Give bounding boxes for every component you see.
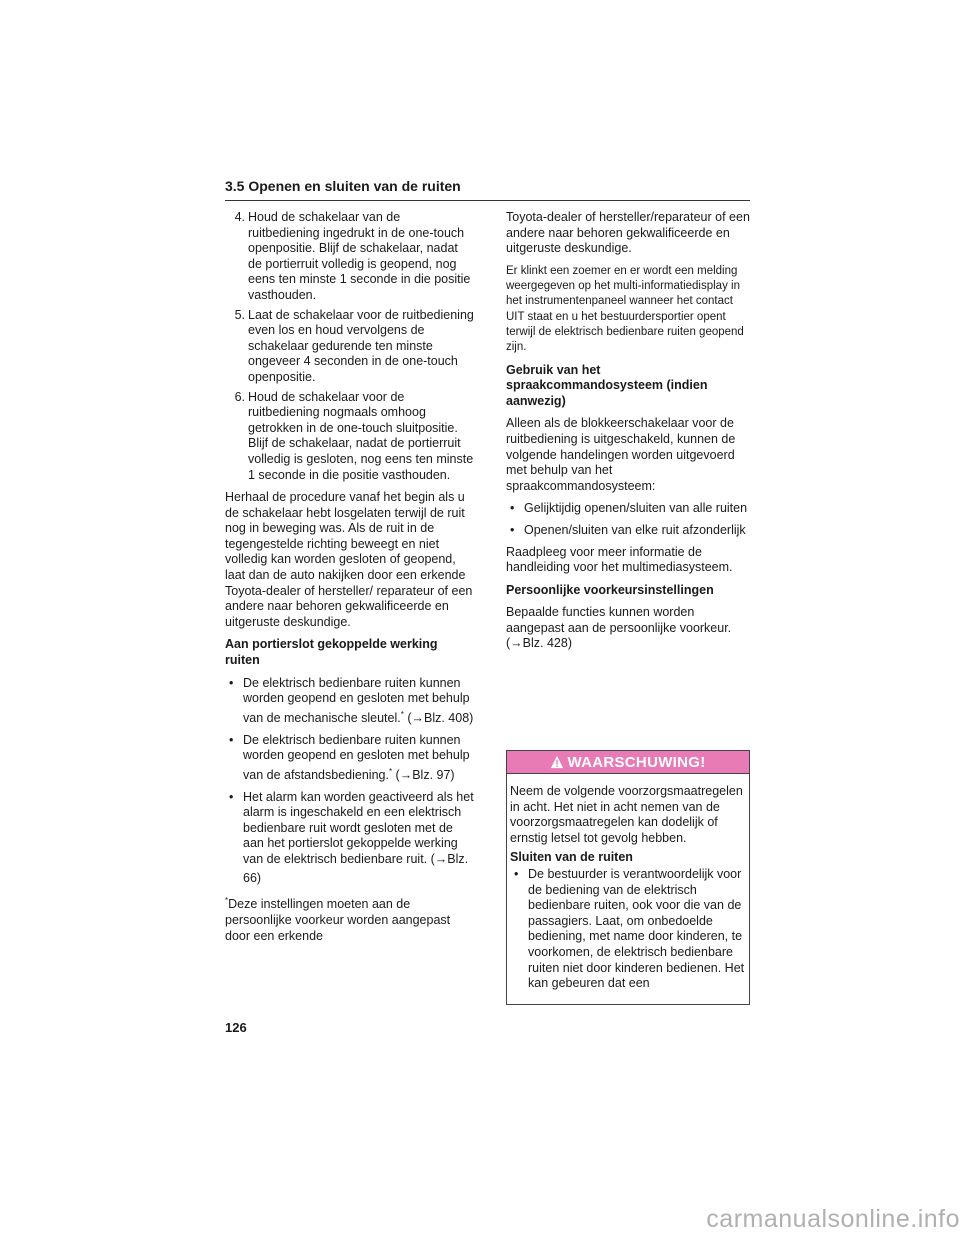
voice-command-heading: Gebruik van het spraakcommandosysteem (indien aanwezig) — [506, 362, 708, 408]
bullet-dot: • — [229, 789, 234, 804]
warning-box — [506, 750, 750, 1005]
watermark: carmanualsonline.info — [706, 1205, 960, 1233]
bullet-dot: • — [229, 732, 234, 747]
step-text: Houd de schakelaar van de ruitbediening ingedrukt in de one-touch openpositie. Blijf de schakelaar, nadat de portierruit volledig is geopend, nog eens ten minste 1 seconde in die positie vasthouden. — [248, 210, 471, 302]
step-text: Houd de schakelaar voor de ruitbediening nogmaals omhoog getrokken in de one-touch sluitpositie. Blijf de schakelaar, nadat de portierruit volledig is gesloten, nog eens ten minste 1 seconde in die positie vasthouden. — [248, 389, 474, 482]
step-number: 5. — [234, 307, 245, 322]
warning-triangle-icon — [550, 755, 564, 769]
door-lock-heading: Aan portierslot gekoppelde werking ruiten — [225, 637, 438, 668]
warning-heading: Sluiten van de ruiten — [510, 850, 633, 865]
right-column — [506, 210, 751, 659]
bullet-dot: • — [514, 866, 519, 881]
left-column — [225, 210, 475, 951]
page-number: 126 — [225, 1020, 247, 1035]
warning-body — [507, 774, 749, 992]
voice-command-paragraph: Alleen als de blokkeerschakelaar voor de ruitbediening is uitgeschakeld, kunnen de volgende handelingen worden uitgevoerd met behulp van het spraakcommandosysteem: — [506, 416, 736, 493]
warning-title: WAARSCHUWING! — [567, 753, 706, 771]
list-item — [225, 676, 475, 727]
list-item — [506, 501, 751, 517]
list-item — [506, 523, 751, 539]
bullet-text: Openen/sluiten van elke ruit afzonderlijk — [524, 522, 746, 537]
section-header — [225, 178, 750, 201]
warning-intro: Neem de volgende voorzorgsmaatregelen in acht. Het niet in acht nemen van de voorzorgsmaatregelen kan dodelijk of ernstig letsel tot gevolg hebben. — [510, 784, 743, 845]
step-item — [225, 210, 475, 304]
list-item — [510, 867, 746, 992]
personal-settings-paragraph: Bepaalde functies kunnen worden aangepast aan de persoonlijke voorkeur. (→Blz. 428) — [506, 605, 732, 651]
list-item — [225, 790, 475, 888]
step-number: 6. — [234, 389, 245, 404]
multimedia-paragraph: Raadpleeg voor meer informatie de handleiding voor het multimediasysteem. — [506, 544, 733, 575]
bullet-text: Het alarm kan worden geactiveerd als het alarm is ingeschakeld en een elektrisch bedienbare ruit wordt gesloten met de aan het portierslot gekoppelde werking van de elektrisch bedienbare ruit. (→Blz. 66) — [243, 789, 474, 886]
footnote: *Deze instellingen moeten aan de persoonlijke voorkeur worden aangepast door een erkende — [225, 896, 451, 943]
step-item — [225, 390, 475, 484]
bullet-dot: • — [510, 501, 515, 516]
step-text: Laat de schakelaar voor de ruitbediening even los en houd vervolgens de schakelaar gedurende ten minste ongeveer 4 seconden in de one-touch openpositie. — [248, 307, 474, 384]
step-number: 4. — [234, 210, 245, 224]
retry-paragraph: Herhaal de procedure vanaf het begin als u de schakelaar hebt losgelaten terwijl de ruit nog in beweging was. Als de ruit in de tegengestelde richting beweegt en niet volledig kan worden gesloten of geopend, laat dan de auto nakijken door een erkende Toyota-dealer of hersteller/ reparateur of een andere naar behoren gekwalificeerde en uitgeruste deskundige. — [225, 490, 473, 629]
personal-settings-heading: Persoonlijke voorkeursinstellingen — [506, 582, 714, 597]
buzzer-note: Er klinkt een zoemer en er wordt een melding weergegeven op het multi-informatiedisplay in het instrumentenpaneel wanneer het contact UIT staat en u het bestuurdersportier opent terwijl de elektrisch bedienbare ruiten geopend zijn. — [506, 264, 744, 354]
list-item — [225, 733, 475, 784]
bullet-text: De elektrisch bedienbare ruiten kunnen worden geopend en gesloten met behulp van de afstandsbediening.* (→Blz. 97) — [243, 732, 470, 782]
bullet-dot: • — [510, 522, 515, 537]
section-title: 3.5 Openen en sluiten van de ruiten — [225, 178, 461, 194]
bullet-text: Gelijktijdig openen/sluiten van alle ruiten — [524, 501, 748, 516]
step-item — [225, 308, 475, 386]
bullet-dot: • — [229, 675, 234, 690]
continued-paragraph: Toyota-dealer of hersteller/reparateur of een andere naar behoren gekwalificeerde en uitgeruste deskundige. — [506, 210, 750, 256]
bullet-text: De elektrisch bedienbare ruiten kunnen worden geopend en gesloten met behulp van de mechanische sleutel.* (→Blz. 408) — [243, 675, 474, 725]
bullet-text: De bestuurder is verantwoordelijk voor de bediening van de elektrisch bedienbare ruiten, ook voor die van de passagiers. Laat, om onbedoelde bediening, met name door kinderen, te voorkomen, de elektrisch bedienbare ruiten niet door kinderen bedienen. Het kan gebeuren dat een — [528, 866, 745, 991]
warning-header — [507, 751, 749, 774]
